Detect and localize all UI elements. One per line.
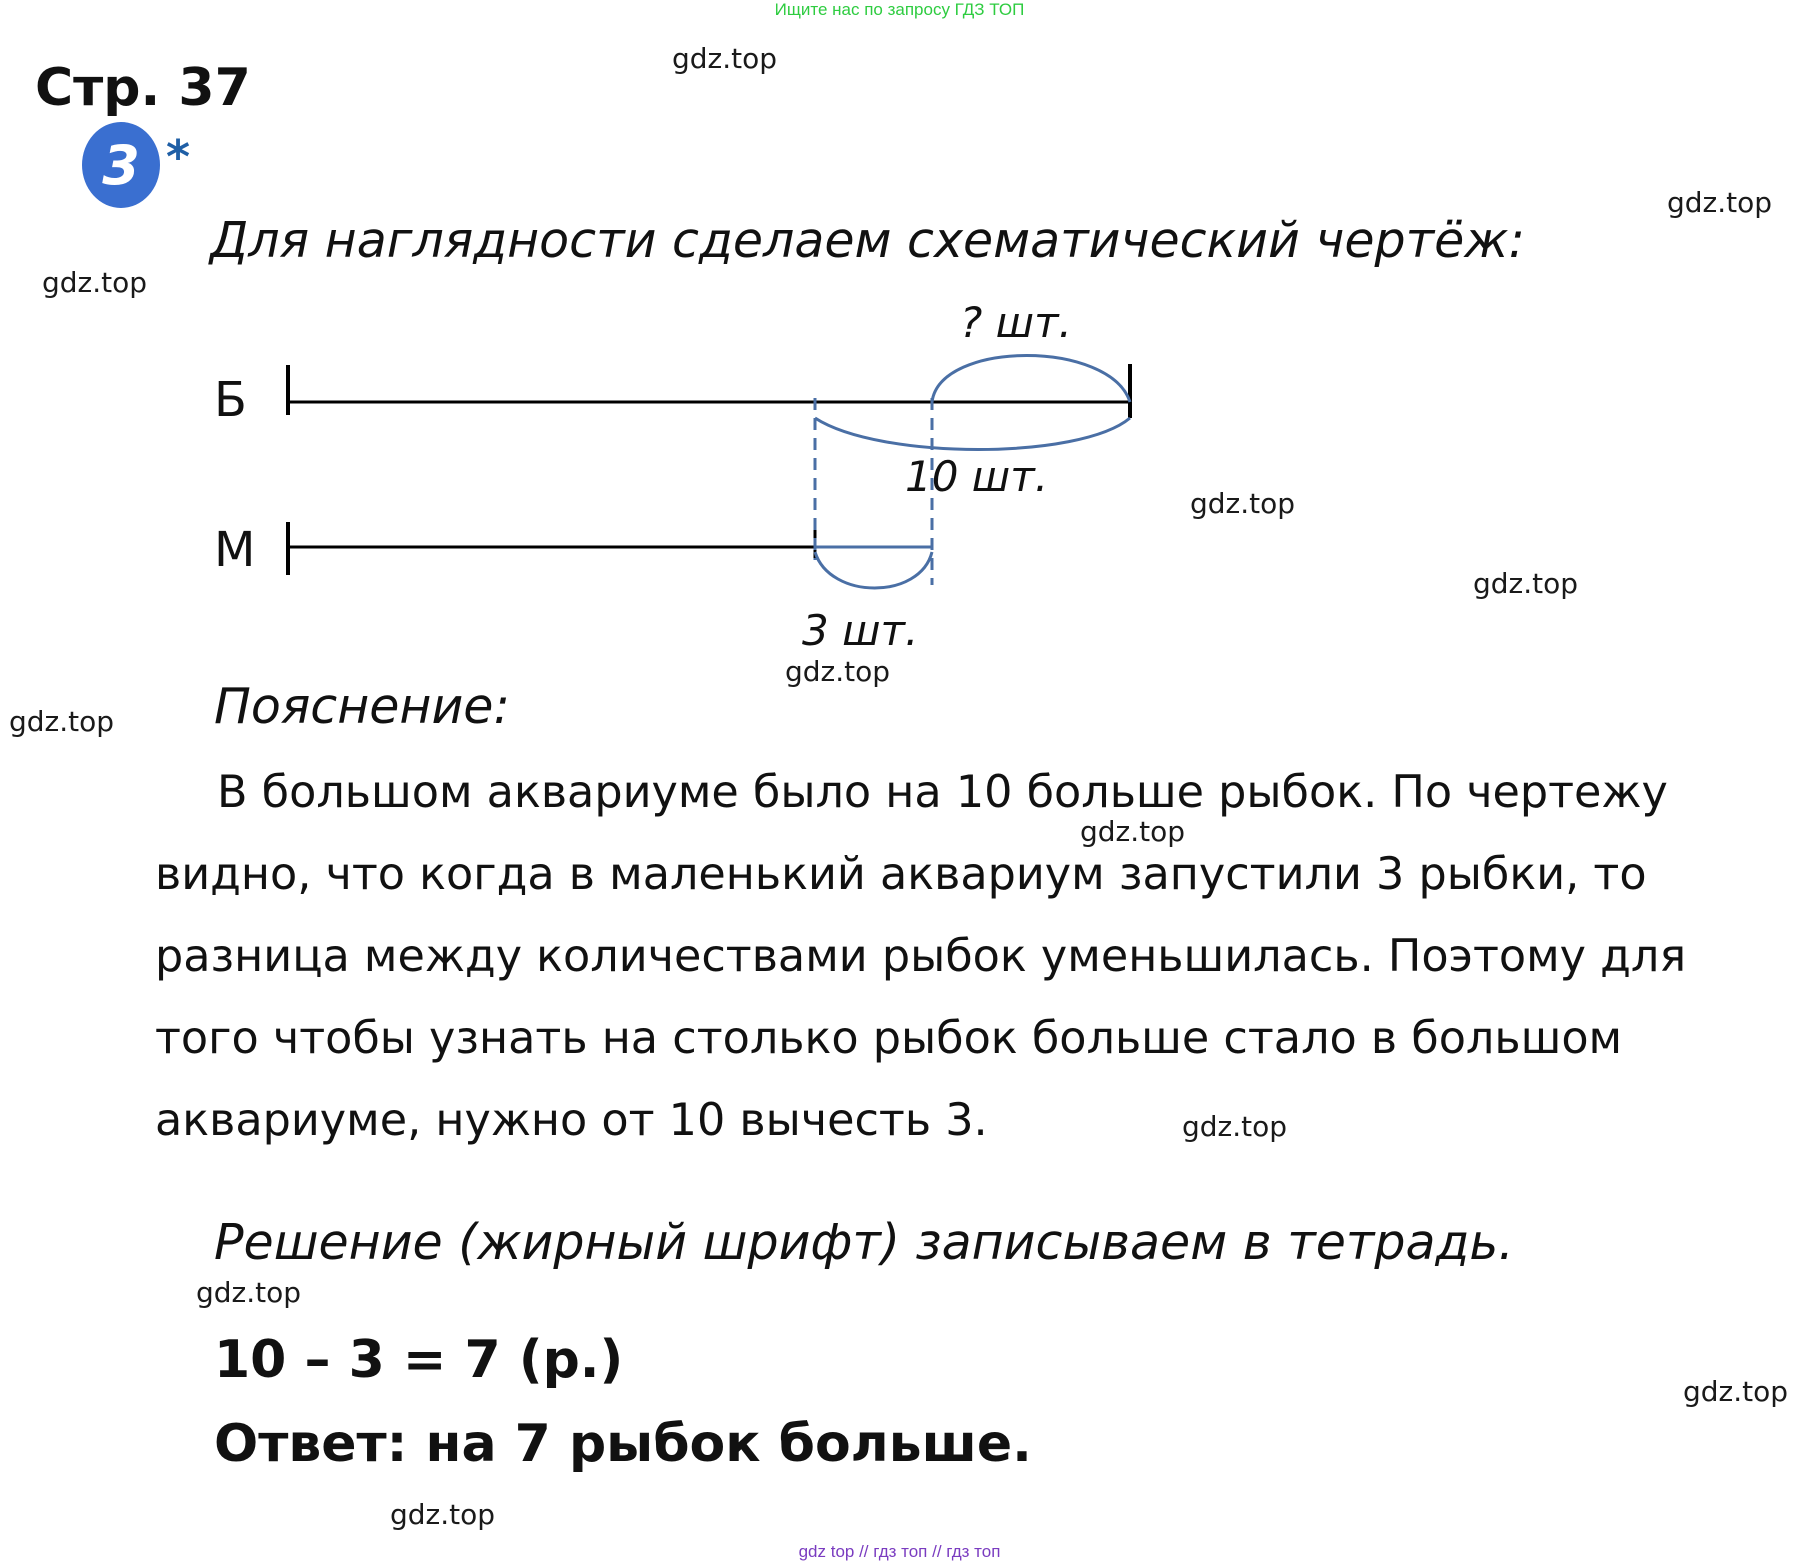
difficulty-star-icon: * — [166, 130, 191, 184]
solution-equation: 10 – 3 = 7 (р.) — [214, 1330, 624, 1390]
watermark: gdz.top — [1190, 487, 1296, 520]
watermark: gdz.top — [9, 705, 115, 738]
footer-links: gdz top // гдз топ // гдз топ — [798, 1542, 1001, 1561]
watermark: gdz.top — [1182, 1110, 1288, 1143]
label-big-aquarium: Б — [214, 372, 247, 428]
label-difference-count: 10 шт. — [905, 452, 1049, 501]
watermark: gdz.top — [1080, 815, 1186, 848]
solution-title: Решение (жирный шрифт) записываем в тетрадь. — [214, 1214, 1514, 1271]
explanation-title: Пояснение: — [214, 678, 510, 735]
answer-text: Ответ: на 7 рыбок больше. — [214, 1414, 1032, 1474]
watermark: gdz.top — [672, 42, 778, 75]
label-small-aquarium: М — [214, 522, 256, 578]
label-unknown-count: ? шт. — [960, 298, 1072, 347]
watermark: gdz.top — [1667, 186, 1773, 219]
watermark: gdz.top — [1683, 1375, 1789, 1408]
watermark: gdz.top — [42, 266, 148, 299]
diagram-heading: Для наглядности сделаем схематический чертёж: — [210, 212, 1525, 269]
watermark: gdz.top — [390, 1498, 496, 1531]
watermark: gdz.top — [196, 1276, 302, 1309]
top-search-note: Ищите нас по запросу ГДЗ ТОП — [774, 0, 1025, 19]
task-number-badge: 3 — [82, 122, 160, 208]
watermark: gdz.top — [1473, 567, 1579, 600]
added-brace — [815, 552, 932, 588]
unknown-brace — [932, 356, 1130, 403]
watermark: gdz.top — [785, 655, 891, 688]
explanation-text: В большом аквариуме было на 10 больше рыбок. По чертежу видно, что когда в маленький аквариум запустили 3 рыбки, то разница между количествами рыбок уменьшилась. Поэтому для того чтобы узнать на столько рыбок больше стало в большом аквариуме, нужно от 10 вычесть 3. — [155, 767, 1687, 1146]
page-title: Стр. 37 — [35, 58, 251, 118]
difference-brace — [815, 418, 1130, 450]
label-added-count: 3 шт. — [802, 606, 919, 655]
